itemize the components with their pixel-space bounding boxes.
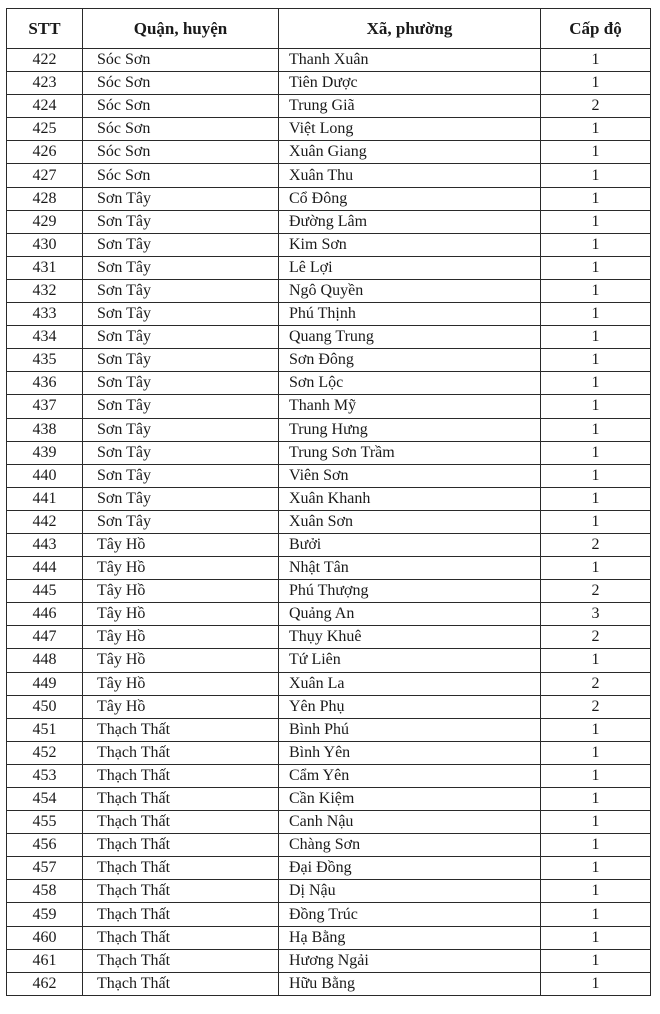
- level-cell: 1: [541, 303, 651, 326]
- ward-cell: Trung Sơn Trầm: [279, 441, 541, 464]
- table-row: [7, 603, 651, 626]
- stt-cell: 422: [7, 49, 83, 72]
- district-cell: Thạch Thất: [83, 949, 279, 972]
- district-cell: Thạch Thất: [83, 718, 279, 741]
- stt-cell: 427: [7, 164, 83, 187]
- ward-cell: Cẩm Yên: [279, 764, 541, 787]
- stt-cell: 438: [7, 418, 83, 441]
- district-cell: Sơn Tây: [83, 279, 279, 302]
- district-cell: Tây Hồ: [83, 603, 279, 626]
- table-row: [7, 580, 651, 603]
- stt-cell: 430: [7, 233, 83, 256]
- level-cell: 2: [541, 626, 651, 649]
- stt-cell: 441: [7, 487, 83, 510]
- level-cell: 3: [541, 603, 651, 626]
- stt-cell: 442: [7, 510, 83, 533]
- table-row: [7, 141, 651, 164]
- ward-cell: Thanh Mỹ: [279, 395, 541, 418]
- table-row: [7, 441, 651, 464]
- level-cell: 1: [541, 441, 651, 464]
- table-row: [7, 349, 651, 372]
- ward-cell: Đường Lâm: [279, 210, 541, 233]
- district-cell: Sơn Tây: [83, 326, 279, 349]
- ward-cell: Nhật Tân: [279, 557, 541, 580]
- stt-cell: 449: [7, 672, 83, 695]
- level-cell: 1: [541, 903, 651, 926]
- stt-cell: 459: [7, 903, 83, 926]
- district-cell: Tây Hồ: [83, 580, 279, 603]
- ward-cell: Hạ Bằng: [279, 926, 541, 949]
- stt-cell: 452: [7, 741, 83, 764]
- stt-cell: 431: [7, 256, 83, 279]
- header-level: Cấp độ: [541, 9, 651, 49]
- level-cell: 1: [541, 210, 651, 233]
- table-row: [7, 672, 651, 695]
- level-cell: 1: [541, 718, 651, 741]
- level-cell: 2: [541, 695, 651, 718]
- header-ward: Xã, phường: [279, 9, 541, 49]
- ward-cell: Thụy Khuê: [279, 626, 541, 649]
- district-cell: Tây Hồ: [83, 695, 279, 718]
- ward-cell: Quảng An: [279, 603, 541, 626]
- ward-cell: Bưởi: [279, 533, 541, 556]
- stt-cell: 455: [7, 811, 83, 834]
- level-cell: 1: [541, 741, 651, 764]
- district-cell: Thạch Thất: [83, 903, 279, 926]
- table-row: [7, 464, 651, 487]
- level-cell: 1: [541, 326, 651, 349]
- ward-cell: Xuân Thu: [279, 164, 541, 187]
- stt-cell: 436: [7, 372, 83, 395]
- level-cell: 1: [541, 857, 651, 880]
- level-cell: 1: [541, 464, 651, 487]
- stt-cell: 439: [7, 441, 83, 464]
- stt-cell: 424: [7, 95, 83, 118]
- district-cell: Tây Hồ: [83, 557, 279, 580]
- table-row: [7, 72, 651, 95]
- ward-cell: Hữu Bằng: [279, 972, 541, 995]
- ward-cell: Đại Đồng: [279, 857, 541, 880]
- table-row: [7, 834, 651, 857]
- ward-cell: Xuân Sơn: [279, 510, 541, 533]
- district-cell: Sơn Tây: [83, 256, 279, 279]
- table-row: [7, 395, 651, 418]
- district-cell: Thạch Thất: [83, 764, 279, 787]
- level-cell: 1: [541, 256, 651, 279]
- table-row: [7, 533, 651, 556]
- stt-cell: 445: [7, 580, 83, 603]
- ward-cell: Xuân Giang: [279, 141, 541, 164]
- district-cell: Thạch Thất: [83, 741, 279, 764]
- district-cell: Tây Hồ: [83, 626, 279, 649]
- header-district: Quận, huyện: [83, 9, 279, 49]
- level-cell: 1: [541, 764, 651, 787]
- district-cell: Thạch Thất: [83, 857, 279, 880]
- table-body: [7, 49, 651, 996]
- stt-cell: 460: [7, 926, 83, 949]
- stt-cell: 425: [7, 118, 83, 141]
- stt-cell: 457: [7, 857, 83, 880]
- district-cell: Tây Hồ: [83, 533, 279, 556]
- district-cell: Thạch Thất: [83, 880, 279, 903]
- district-cell: Sóc Sơn: [83, 118, 279, 141]
- stt-cell: 448: [7, 649, 83, 672]
- ward-cell: Lê Lợi: [279, 256, 541, 279]
- stt-cell: 450: [7, 695, 83, 718]
- ward-cell: Hương Ngải: [279, 949, 541, 972]
- ward-cell: Viên Sơn: [279, 464, 541, 487]
- table-row: [7, 880, 651, 903]
- stt-cell: 454: [7, 788, 83, 811]
- table-row: [7, 903, 651, 926]
- level-cell: 1: [541, 418, 651, 441]
- table-row: [7, 695, 651, 718]
- district-cell: Sơn Tây: [83, 441, 279, 464]
- level-cell: 1: [541, 880, 651, 903]
- table-header: [7, 9, 651, 49]
- table-row: [7, 210, 651, 233]
- district-cell: Sơn Tây: [83, 418, 279, 441]
- ward-cell: Trung Giã: [279, 95, 541, 118]
- stt-cell: 446: [7, 603, 83, 626]
- table-row: [7, 164, 651, 187]
- ward-cell: Quang Trung: [279, 326, 541, 349]
- level-cell: 1: [541, 141, 651, 164]
- level-cell: 1: [541, 649, 651, 672]
- ward-cell: Ngô Quyền: [279, 279, 541, 302]
- ward-cell: Tiên Dược: [279, 72, 541, 95]
- district-cell: Thạch Thất: [83, 972, 279, 995]
- level-cell: 1: [541, 949, 651, 972]
- table-row: [7, 279, 651, 302]
- ward-cell: Xuân Khanh: [279, 487, 541, 510]
- ward-cell: Phú Thịnh: [279, 303, 541, 326]
- ward-level-table: [6, 8, 651, 996]
- ward-cell: Việt Long: [279, 118, 541, 141]
- table-row: [7, 233, 651, 256]
- table-row: [7, 256, 651, 279]
- ward-cell: Phú Thượng: [279, 580, 541, 603]
- stt-cell: 428: [7, 187, 83, 210]
- table-row: [7, 372, 651, 395]
- ward-cell: Chàng Sơn: [279, 834, 541, 857]
- ward-cell: Dị Nậu: [279, 880, 541, 903]
- district-cell: Thạch Thất: [83, 834, 279, 857]
- ward-cell: Tứ Liên: [279, 649, 541, 672]
- ward-cell: Trung Hưng: [279, 418, 541, 441]
- district-cell: Sơn Tây: [83, 510, 279, 533]
- table-row: [7, 741, 651, 764]
- table-row: [7, 857, 651, 880]
- ward-cell: Sơn Lộc: [279, 372, 541, 395]
- table-row: [7, 557, 651, 580]
- table-row: [7, 811, 651, 834]
- district-cell: Sơn Tây: [83, 464, 279, 487]
- stt-cell: 429: [7, 210, 83, 233]
- level-cell: 2: [541, 533, 651, 556]
- stt-cell: 434: [7, 326, 83, 349]
- level-cell: 1: [541, 118, 651, 141]
- district-cell: Sơn Tây: [83, 395, 279, 418]
- district-cell: Sơn Tây: [83, 349, 279, 372]
- ward-cell: Yên Phụ: [279, 695, 541, 718]
- table-row: [7, 764, 651, 787]
- level-cell: 1: [541, 372, 651, 395]
- level-cell: 1: [541, 972, 651, 995]
- district-cell: Thạch Thất: [83, 788, 279, 811]
- table-row: [7, 487, 651, 510]
- stt-cell: 447: [7, 626, 83, 649]
- district-cell: Sơn Tây: [83, 303, 279, 326]
- ward-cell: Kim Sơn: [279, 233, 541, 256]
- ward-cell: Canh Nậu: [279, 811, 541, 834]
- stt-cell: 461: [7, 949, 83, 972]
- stt-cell: 456: [7, 834, 83, 857]
- level-cell: 1: [541, 487, 651, 510]
- district-cell: Sóc Sơn: [83, 164, 279, 187]
- level-cell: 2: [541, 95, 651, 118]
- level-cell: 1: [541, 349, 651, 372]
- ward-cell: Bình Yên: [279, 741, 541, 764]
- level-cell: 1: [541, 510, 651, 533]
- level-cell: 1: [541, 187, 651, 210]
- level-cell: 1: [541, 72, 651, 95]
- stt-cell: 451: [7, 718, 83, 741]
- stt-cell: 453: [7, 764, 83, 787]
- level-cell: 1: [541, 811, 651, 834]
- level-cell: 2: [541, 672, 651, 695]
- header-stt: STT: [7, 9, 83, 49]
- stt-cell: 458: [7, 880, 83, 903]
- table-row: [7, 926, 651, 949]
- district-cell: Thạch Thất: [83, 926, 279, 949]
- table-row: [7, 949, 651, 972]
- ward-cell: Đồng Trúc: [279, 903, 541, 926]
- ward-cell: Xuân La: [279, 672, 541, 695]
- table-row: [7, 49, 651, 72]
- ward-cell: Bình Phú: [279, 718, 541, 741]
- table-row: [7, 326, 651, 349]
- ward-cell: Thanh Xuân: [279, 49, 541, 72]
- level-cell: 1: [541, 834, 651, 857]
- ward-cell: Cần Kiệm: [279, 788, 541, 811]
- stt-cell: 426: [7, 141, 83, 164]
- stt-cell: 462: [7, 972, 83, 995]
- level-cell: 1: [541, 788, 651, 811]
- stt-cell: 433: [7, 303, 83, 326]
- district-cell: Sơn Tây: [83, 210, 279, 233]
- table-row: [7, 118, 651, 141]
- stt-cell: 437: [7, 395, 83, 418]
- header-row: [7, 9, 651, 49]
- document-page: [6, 8, 650, 996]
- stt-cell: 435: [7, 349, 83, 372]
- stt-cell: 444: [7, 557, 83, 580]
- table-row: [7, 972, 651, 995]
- stt-cell: 443: [7, 533, 83, 556]
- district-cell: Sơn Tây: [83, 187, 279, 210]
- district-cell: Sóc Sơn: [83, 95, 279, 118]
- level-cell: 1: [541, 926, 651, 949]
- table-row: [7, 649, 651, 672]
- level-cell: 1: [541, 557, 651, 580]
- ward-cell: Cổ Đông: [279, 187, 541, 210]
- district-cell: Sơn Tây: [83, 487, 279, 510]
- table-row: [7, 510, 651, 533]
- table-row: [7, 788, 651, 811]
- district-cell: Sóc Sơn: [83, 141, 279, 164]
- level-cell: 1: [541, 279, 651, 302]
- table-row: [7, 303, 651, 326]
- stt-cell: 423: [7, 72, 83, 95]
- table-row: [7, 187, 651, 210]
- district-cell: Sơn Tây: [83, 372, 279, 395]
- table-row: [7, 95, 651, 118]
- stt-cell: 432: [7, 279, 83, 302]
- district-cell: Tây Hồ: [83, 649, 279, 672]
- district-cell: Sóc Sơn: [83, 49, 279, 72]
- district-cell: Tây Hồ: [83, 672, 279, 695]
- level-cell: 1: [541, 49, 651, 72]
- table-row: [7, 626, 651, 649]
- stt-cell: 440: [7, 464, 83, 487]
- table-row: [7, 718, 651, 741]
- level-cell: 1: [541, 164, 651, 187]
- table-row: [7, 418, 651, 441]
- level-cell: 2: [541, 580, 651, 603]
- district-cell: Sóc Sơn: [83, 72, 279, 95]
- level-cell: 1: [541, 395, 651, 418]
- level-cell: 1: [541, 233, 651, 256]
- district-cell: Sơn Tây: [83, 233, 279, 256]
- ward-cell: Sơn Đông: [279, 349, 541, 372]
- district-cell: Thạch Thất: [83, 811, 279, 834]
